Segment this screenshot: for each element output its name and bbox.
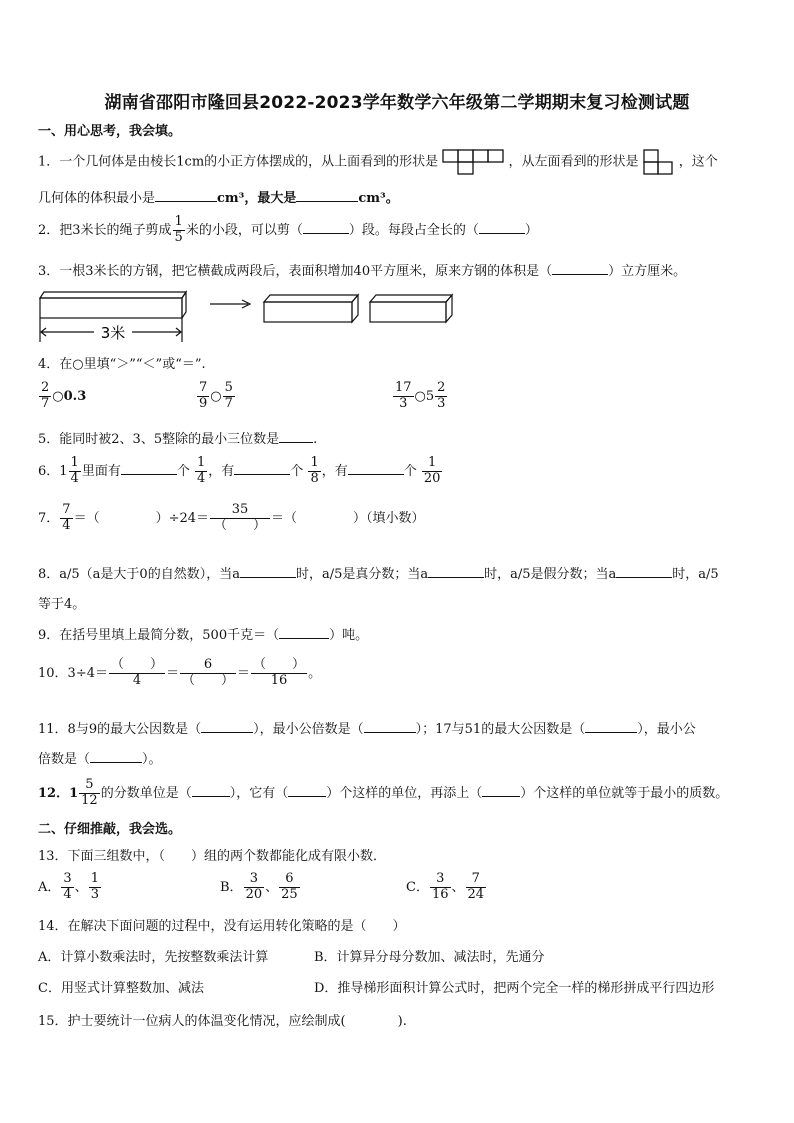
question-10: 10．3÷4＝ $\frac{( )}{4}$ ＝ $\frac{6}{( )}$ ＝ $\frac{( )}{16}$ 。 bbox=[38, 657, 322, 688]
question-8-line-1: 8．a/5（a是大于0的自然数），当a 时，a/5是真分数；当a 时，a/5是假分数；当a 时，a/5 bbox=[38, 567, 719, 582]
answer-blank[interactable] bbox=[616, 565, 672, 578]
fraction: $\frac{1}{5}$ bbox=[174, 214, 183, 245]
answer-blank[interactable] bbox=[348, 462, 404, 475]
question-4-item-3: $\frac{17}{3}$ ○5 $\frac{2}{3}$ bbox=[395, 380, 446, 411]
answer-blank[interactable] bbox=[288, 784, 326, 797]
answer-blank[interactable] bbox=[279, 626, 329, 639]
left-view-shape-icon bbox=[643, 148, 675, 176]
answer-blank[interactable] bbox=[90, 750, 142, 763]
choice-a[interactable]: A．计算小数乘法时，先按整数乘法计算 bbox=[38, 950, 269, 965]
answer-blank[interactable] bbox=[303, 221, 349, 234]
top-view-shape-icon bbox=[442, 148, 504, 176]
answer-blank[interactable] bbox=[155, 189, 217, 202]
choice-c[interactable]: C． $\frac{3}{16}$ 、 $\frac{7}{24}$ bbox=[406, 871, 485, 902]
question-9: 9．在括号里填上最简分数，500千克＝（ ）吨。 bbox=[38, 628, 369, 643]
answer-blank[interactable] bbox=[279, 430, 313, 443]
question-11-line-2: 倍数是（ ）。 bbox=[38, 752, 162, 767]
section-2-heading: 二、仔细推敲，我会选。 bbox=[38, 822, 182, 837]
choice-b[interactable]: B． $\frac{3}{20}$ 、 $\frac{6}{25}$ bbox=[220, 871, 298, 902]
question-13: 13．下面三组数中，（ ）组的两个数都能化成有限小数． bbox=[38, 849, 387, 864]
answer-blank[interactable] bbox=[479, 221, 525, 234]
question-12: 12．1 $\frac{5}{12}$ 的分数单位是（ ），它有（ ）个这样的单位，再添上（ ）个这样的单位就等于最小的质数。 bbox=[38, 777, 729, 808]
answer-blank[interactable] bbox=[121, 462, 177, 475]
bar-length-label: 3米 bbox=[100, 324, 126, 342]
section-1-heading: 一、用心思考，我会填。 bbox=[38, 124, 182, 139]
answer-blank[interactable] bbox=[296, 189, 358, 202]
question-11-line-1: 11．8与9的最大公因数是（ ），最小公倍数是（ ）；17与51的最大公因数是（ ），最小公 bbox=[38, 722, 696, 737]
page-title: 湖南省邵阳市隆回县2022-2023学年数学六年级第二学期期末复习检测试题 bbox=[104, 93, 690, 113]
answer-blank[interactable] bbox=[364, 720, 416, 733]
question-1-line-2: 几何体的体积最小是 cm³，最大是 cm³。 bbox=[38, 191, 399, 206]
steel-bar-diagram bbox=[38, 290, 468, 346]
question-2: 2．把3米长的绳子剪成 $\frac{1}{5}$ 米的小段，可以剪（ ）段。每段占全长的（ ） bbox=[38, 214, 538, 245]
answer-blank[interactable] bbox=[234, 462, 290, 475]
answer-blank[interactable] bbox=[240, 565, 296, 578]
choice-a[interactable]: A． $\frac{3}{4}$ 、 $\frac{1}{3}$ bbox=[38, 871, 99, 902]
question-14: 14．在解决下面问题的过程中，没有运用转化策略的是（ ） bbox=[38, 919, 406, 934]
question-15: 15．护士要统计一位病人的体温变化情况，应绘制成( ). bbox=[38, 1014, 407, 1029]
answer-blank[interactable] bbox=[552, 262, 608, 275]
choice-d[interactable]: D．推导梯形面积计算公式时，把两个完全一样的梯形拼成平行四边形 bbox=[314, 981, 715, 996]
answer-blank[interactable] bbox=[192, 784, 230, 797]
choice-c[interactable]: C．用竖式计算整数加、减法 bbox=[38, 981, 204, 996]
question-4-item-2: $\frac{7}{9}$ ○ $\frac{5}{7}$ bbox=[199, 380, 233, 411]
question-7: 7． $\frac{7}{4}$ ＝（ ）÷24＝ $\frac{35}{( )}$ ＝（ ）（填小数） bbox=[38, 502, 425, 533]
answer-blank[interactable] bbox=[585, 720, 637, 733]
answer-blank[interactable] bbox=[428, 565, 484, 578]
question-4: 4．在○里填“＞”“＜”或“＝”. bbox=[38, 357, 206, 372]
choice-b[interactable]: B．计算异分母分数加、减法时，先通分 bbox=[314, 950, 545, 965]
question-1-line-1: 1．一个几何体是由棱长1cm的小正方体摆成的，从上面看到的形状是 ，从左面看到的形状是 ，这个 bbox=[38, 148, 718, 176]
question-8-line-2: 等于4。 bbox=[38, 597, 86, 612]
question-6: 6．1 $\frac{1}{4}$ 里面有 个 $\frac{1}{4}$ ，有 个 $\frac{1}{8}$ ，有 个 $\frac{1}{20}$ bbox=[38, 455, 441, 486]
question-5: 5．能同时被2、3、5整除的最小三位数是 . bbox=[38, 432, 318, 447]
question-3: 3．一根3米长的方钢，把它横截成两段后，表面积增加40平方厘米，原来方钢的体积是（ ）立方厘米。 bbox=[38, 264, 687, 279]
answer-blank[interactable] bbox=[482, 784, 520, 797]
answer-blank[interactable] bbox=[201, 720, 253, 733]
question-4-item-1: $\frac{2}{7}$ ○0.3 bbox=[41, 380, 87, 411]
